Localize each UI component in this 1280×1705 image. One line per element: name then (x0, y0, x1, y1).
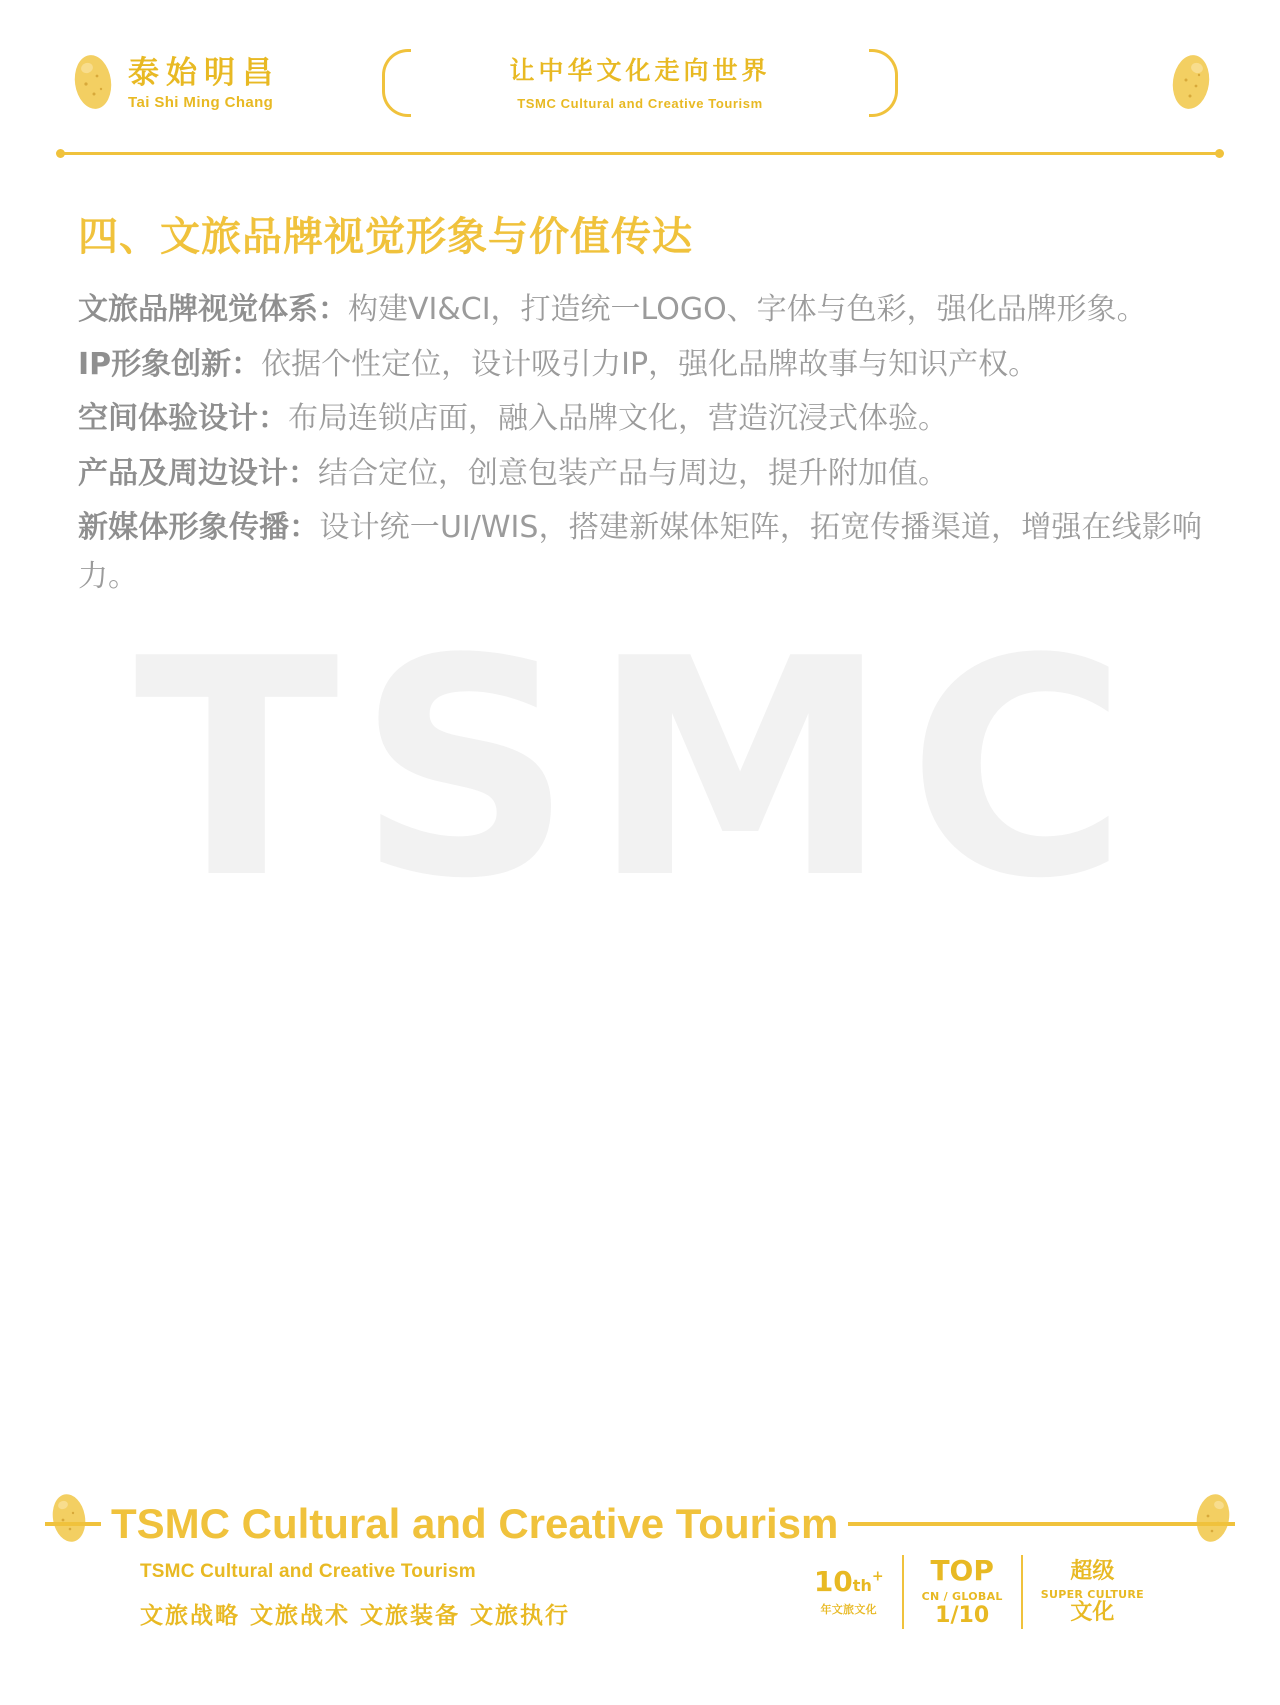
paragraph-lead: 新媒体形象传播： (78, 510, 320, 546)
footer-badges (796, 1555, 1162, 1629)
page-footer (0, 1485, 1280, 1705)
badge-super-label-cn: 文化 (1070, 1600, 1115, 1625)
paragraph-body: 设计统一UI/WIS，搭建新媒体矩阵，拓宽传播渠道，增强在线影响力。 (78, 510, 1203, 594)
paragraph-ip-innovation (78, 341, 1202, 390)
slogan-en: TSMC Cultural and Creative Tourism (517, 95, 763, 111)
badge-years-value: 10th+ (813, 1564, 884, 1598)
paragraph-lead: 产品及周边设计： (78, 455, 318, 491)
paragraph-space-experience (78, 395, 1202, 444)
paragraph-lead: 文旅品牌视觉体系： (78, 292, 348, 327)
watermark-text: TSMC (134, 595, 1146, 944)
main-content (78, 205, 1202, 608)
footer-rule-right (848, 1522, 1235, 1526)
paragraph-body: 结合定位，创意包装产品与周边，提升附加值。 (318, 455, 948, 491)
bracket-left-icon (382, 49, 411, 117)
badge-top-ratio: 1/10 (935, 1603, 990, 1628)
badge-years (796, 1555, 902, 1629)
footer-subtitle: TSMC Cultural and Creative Tourism (140, 1561, 476, 1582)
page-header (0, 0, 1280, 160)
potato-icon (1168, 52, 1214, 117)
badge-super-culture (1021, 1555, 1162, 1629)
paragraph-new-media (78, 504, 1202, 601)
badge-top-scope: CN / GLOBAL (921, 1590, 1003, 1603)
header-slogan (430, 55, 850, 111)
footer-title: TSMC Cultural and Creative Tourism (111, 1500, 839, 1547)
slogan-cn: 让中华文化走向世界 (509, 56, 771, 85)
badge-years-label: 年文旅文化 (820, 1602, 877, 1616)
badge-top-rank (902, 1555, 1021, 1629)
paragraph-product-design (78, 450, 1202, 499)
brand-logo (70, 52, 280, 117)
brand-name-cn: 泰始明昌 (128, 55, 280, 92)
paragraph-lead: 空间体验设计： (78, 401, 288, 437)
paragraph-lead: IP形象创新： (78, 346, 262, 382)
paragraph-body: 依据个性定位，设计吸引力IP，强化品牌故事与知识产权。 (261, 346, 1039, 382)
page-title: 四、文旅品牌视觉形象与价值传达 (78, 214, 693, 260)
paragraph-brand-visual-system (78, 286, 1202, 335)
footer-rule-left (45, 1522, 101, 1526)
potato-icon (70, 52, 116, 117)
badge-super-label-en: SUPER CULTURE (1040, 1588, 1144, 1601)
paragraph-body: 布局连锁店面，融入品牌文化，营造沉浸式体验。 (288, 401, 948, 437)
header-divider (62, 152, 1218, 155)
footer-tagline-cn: 文旅战略 文旅战术 文旅装备 文旅执行 (140, 1603, 571, 1629)
footer-title-row (45, 1500, 1235, 1547)
badge-super-value: 超级 (1070, 1558, 1115, 1584)
badge-top-value: TOP (930, 1554, 994, 1587)
paragraph-body: 构建VI&CI，打造统一LOGO、字体与色彩，强化品牌形象。 (348, 292, 1147, 327)
bracket-right-icon (869, 49, 898, 117)
brand-name-en: Tai Shi Ming Chang (128, 93, 274, 111)
